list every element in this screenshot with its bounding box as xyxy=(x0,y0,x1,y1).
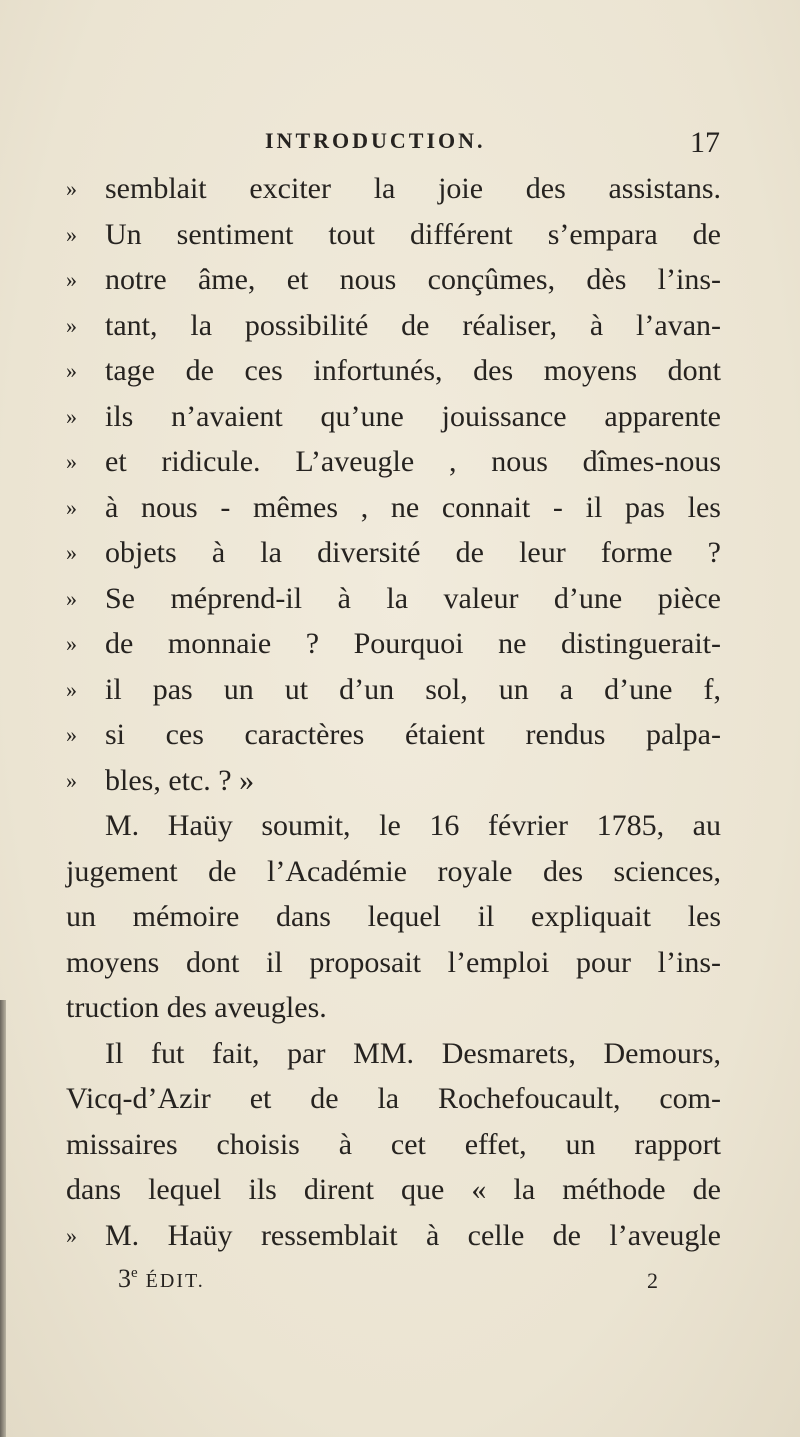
text-line xyxy=(66,894,721,940)
text-line xyxy=(66,803,721,849)
line-text: M. Haüy ressemblait à celle de l’aveugle xyxy=(105,1218,721,1252)
line-text: un mémoire dans lequel il expliquait les xyxy=(66,900,721,933)
quote-mark: » xyxy=(66,449,77,474)
text-line xyxy=(66,667,721,713)
text-line xyxy=(66,303,721,349)
line-text: Il fut fait, par MM. Desmarets, Demours, xyxy=(105,1036,721,1070)
quote-mark: » xyxy=(66,585,77,611)
text-line xyxy=(66,985,721,1031)
edition-suffix: e xyxy=(131,1265,138,1281)
line-text: ils n’avaient qu’une jouissance apparente xyxy=(105,399,721,433)
page-number: 17 xyxy=(690,126,720,159)
line-text: tage de ces infortunés, des moyens dont xyxy=(105,354,721,387)
text-line xyxy=(66,394,721,440)
line-text: missaires choisis à cet effet, un rapport xyxy=(66,1127,721,1161)
quote-mark: » xyxy=(66,1222,77,1248)
text-line xyxy=(66,212,721,258)
edition-number: 3 xyxy=(118,1264,131,1293)
quote-mark: » xyxy=(66,267,77,292)
edition-label: ÉDIT. xyxy=(145,1270,205,1292)
line-text: dans lequel ils dirent que « la méthode de xyxy=(66,1173,721,1206)
line-text: objets à la diversité de leur forme ? xyxy=(105,536,721,569)
quote-mark: » xyxy=(66,722,77,747)
text-line xyxy=(66,940,721,986)
line-text: Se méprend-il à la valeur d’une pièce xyxy=(105,581,721,615)
line-text: de monnaie ? Pourquoi ne distinguerait- xyxy=(105,627,721,660)
text-line xyxy=(66,530,721,576)
quote-mark: » xyxy=(66,676,77,702)
quote-mark: » xyxy=(66,403,77,429)
text-line xyxy=(66,348,721,394)
line-text: Vicq-d’Azir et de la Rochefoucault, com- xyxy=(66,1082,721,1115)
quote-mark: » xyxy=(66,767,77,793)
page-footer xyxy=(118,1264,658,1298)
text-line xyxy=(66,576,721,622)
line-text: et ridicule. L’aveugle , nous dîmes-nous xyxy=(105,445,721,478)
text-line xyxy=(66,257,721,303)
quote-mark: » xyxy=(66,176,77,201)
text-line xyxy=(66,1031,721,1077)
line-text: Un sentiment tout différent s’empara de xyxy=(105,217,721,251)
quote-mark: » xyxy=(66,494,77,520)
text-line xyxy=(66,166,721,212)
text-line xyxy=(66,621,721,667)
line-text: il pas un ut d’un sol, un a d’une f, xyxy=(105,672,721,706)
text-line xyxy=(66,1213,721,1259)
quote-mark: » xyxy=(66,631,77,656)
line-text: à nous - mêmes , ne connait - il pas les xyxy=(105,490,721,524)
line-text: moyens dont il proposait l’emploi pour l’ins- xyxy=(66,945,721,979)
page-edge-shadow xyxy=(0,1000,6,1437)
text-line xyxy=(66,439,721,485)
running-title: INTRODUCTION. xyxy=(265,128,486,153)
running-head xyxy=(265,128,720,160)
text-line xyxy=(66,485,721,531)
line-text: bles, etc. ? » xyxy=(105,763,255,797)
line-text: tant, la possibilité de réaliser, à l’avan- xyxy=(105,308,721,342)
sheet-signature: 2 xyxy=(647,1268,658,1293)
text-line xyxy=(66,758,721,804)
quote-mark: » xyxy=(66,358,77,383)
line-text: semblait exciter la joie des assistans. xyxy=(105,172,721,205)
text-line xyxy=(66,1167,721,1213)
line-text: si ces caractères étaient rendus palpa- xyxy=(105,718,721,751)
line-text: M. Haüy soumit, le 16 février 1785, au xyxy=(105,809,721,842)
text-line xyxy=(66,1122,721,1168)
text-line xyxy=(66,1076,721,1122)
edition-signature xyxy=(118,1264,205,1294)
quote-mark: » xyxy=(66,312,77,338)
line-text: truction des aveugles. xyxy=(66,991,327,1024)
line-text: jugement de l’Académie royale des sciences, xyxy=(66,854,721,888)
quote-mark: » xyxy=(66,540,77,565)
line-text: notre âme, et nous conçûmes, dès l’ins- xyxy=(105,263,721,296)
text-block xyxy=(66,166,721,1258)
quote-mark: » xyxy=(66,221,77,247)
text-line xyxy=(66,849,721,895)
text-line xyxy=(66,712,721,758)
